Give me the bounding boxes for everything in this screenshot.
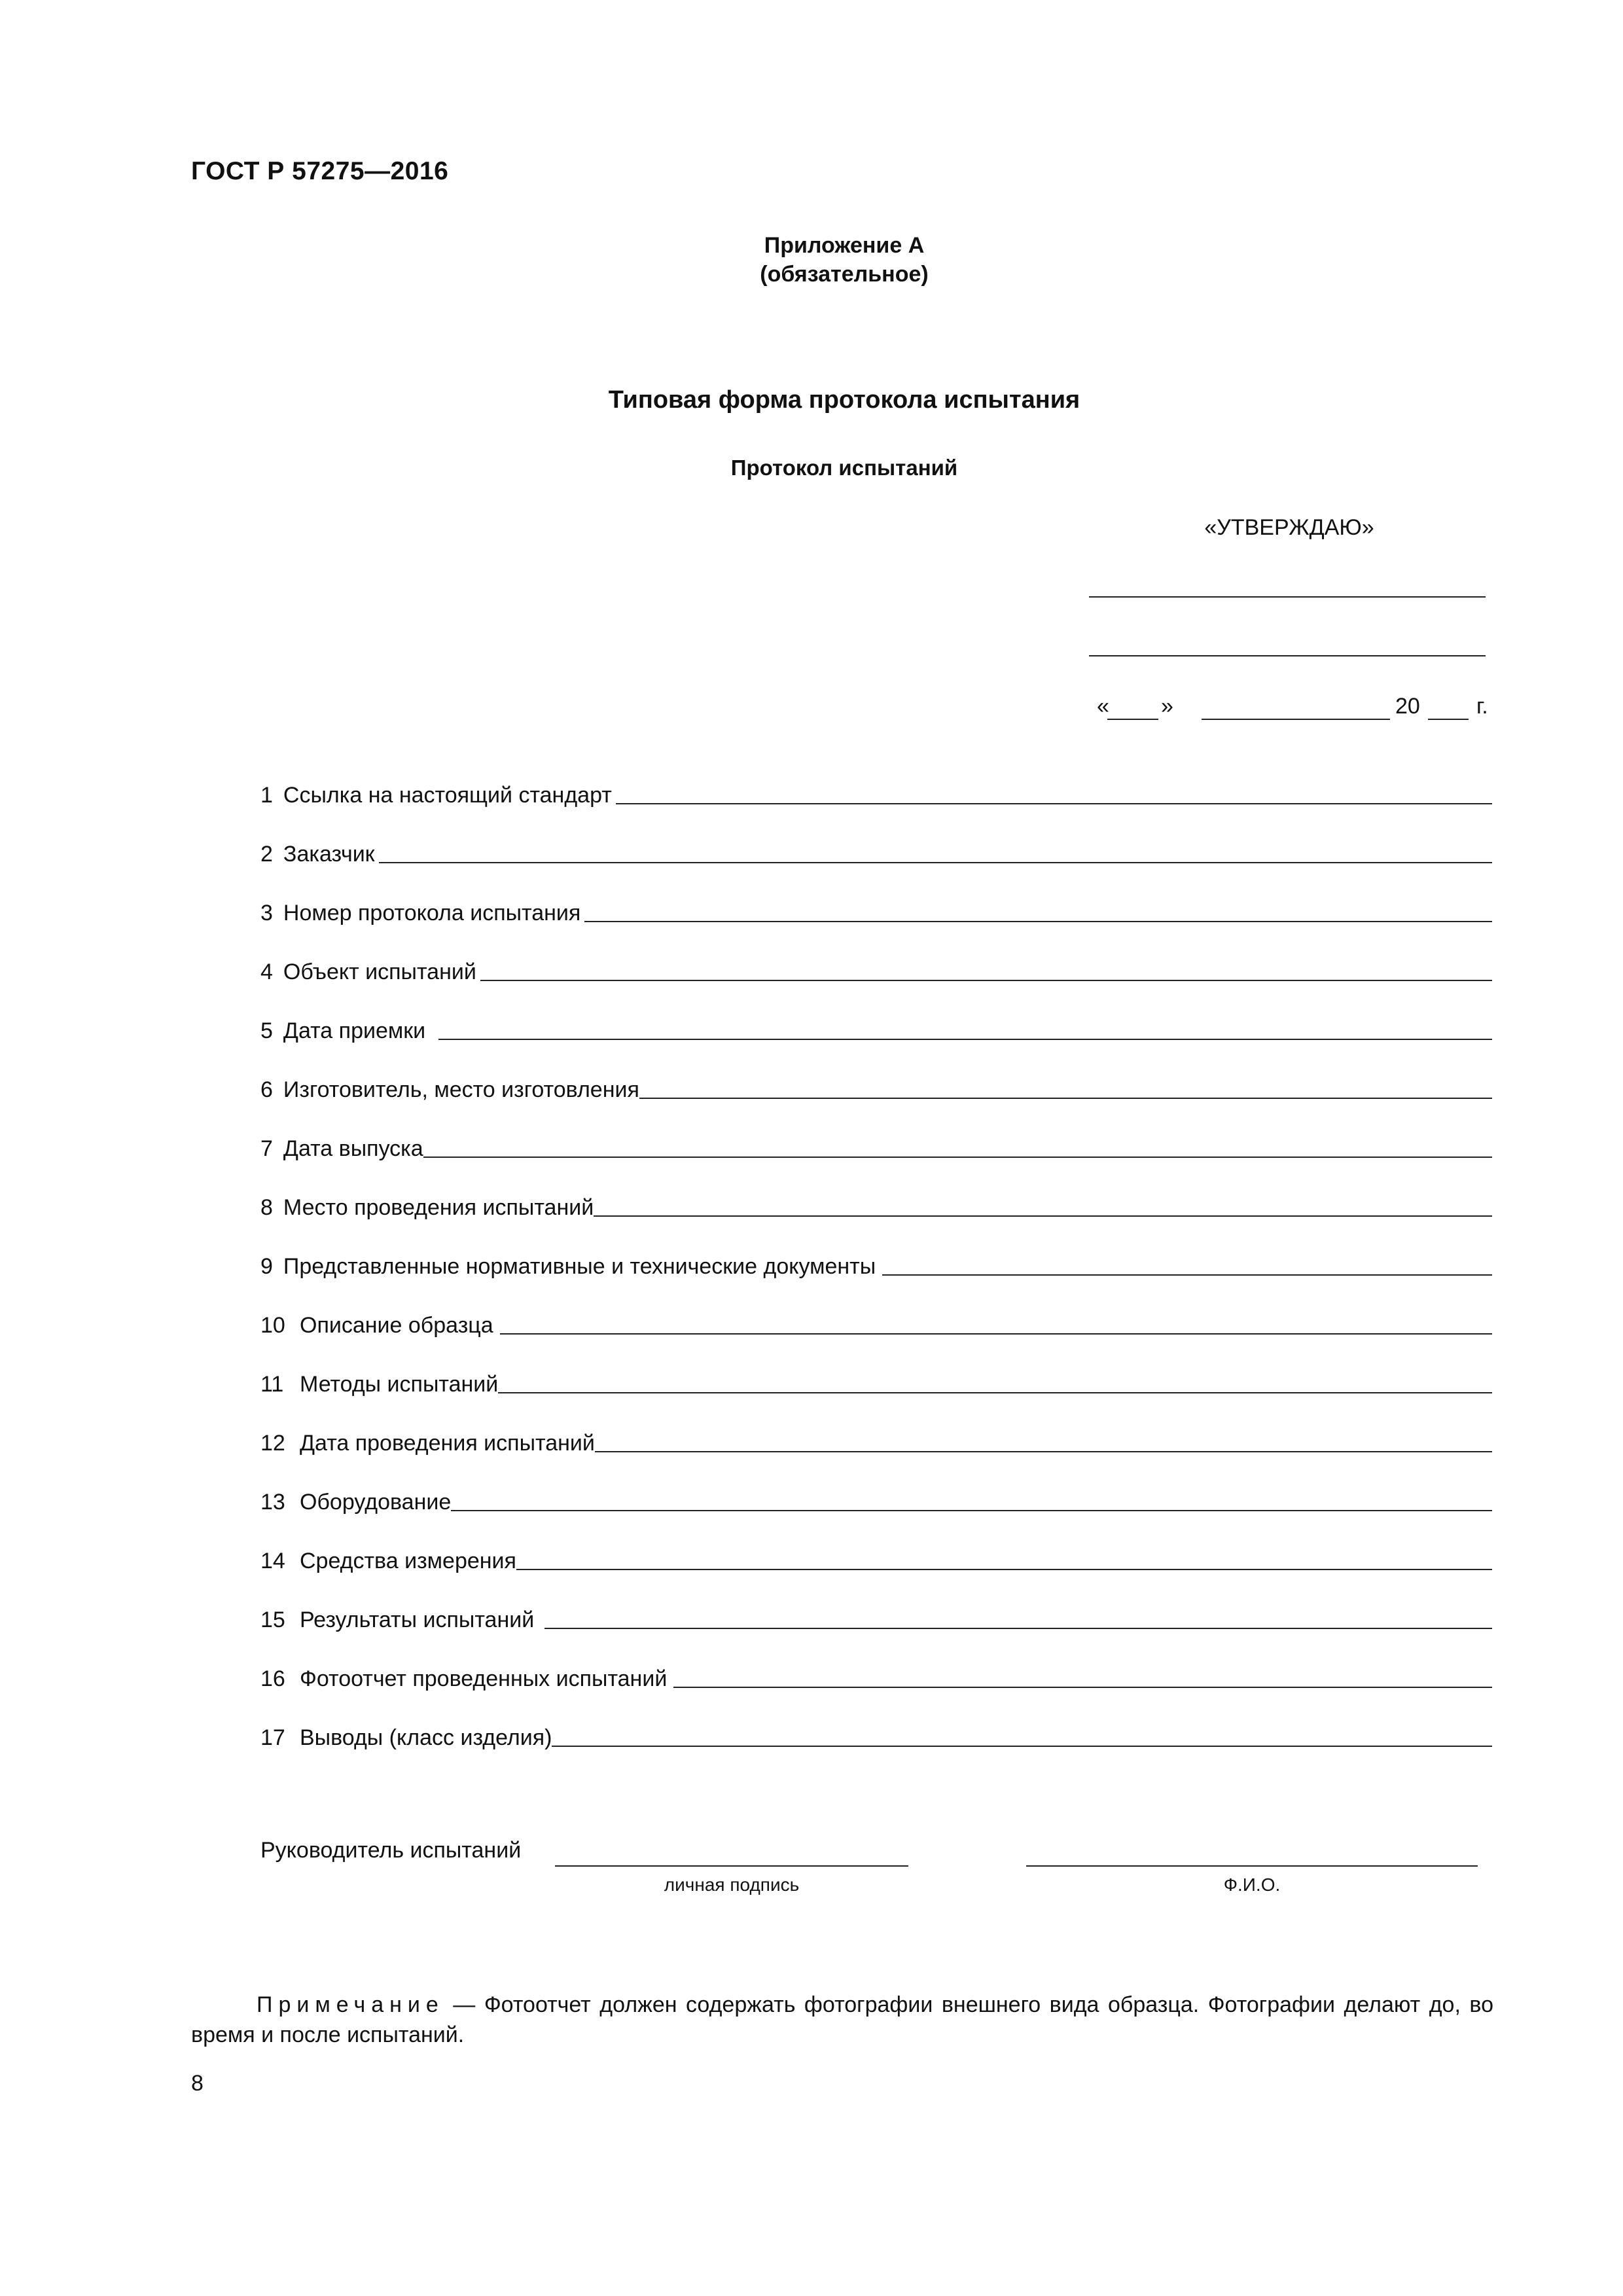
field-label: Место проведения испытаний: [283, 1195, 594, 1220]
field-fill-line[interactable]: [673, 1687, 1492, 1688]
annex-kind: (обязательное): [760, 262, 929, 287]
field-label: Объект испытаний: [283, 960, 476, 984]
field-number: 7: [260, 1136, 273, 1161]
form-field-16[interactable]: [260, 1659, 1492, 1692]
field-label: Оборудование: [300, 1490, 452, 1515]
field-fill-line[interactable]: [516, 1569, 1492, 1570]
supervisor-signature-line[interactable]: [555, 1865, 908, 1867]
field-number: 2: [260, 842, 273, 867]
field-fill-line[interactable]: [882, 1274, 1492, 1276]
form-field-4[interactable]: [260, 952, 1492, 985]
standard-code: ГОСТ Р 57275—2016: [191, 157, 449, 185]
approval-date: [1097, 694, 1503, 726]
field-label: Средства измерения: [300, 1549, 516, 1573]
form-field-14[interactable]: [260, 1541, 1492, 1574]
field-label: Результаты испытаний: [300, 1607, 535, 1632]
form-field-3[interactable]: [260, 893, 1492, 926]
field-label: Методы испытаний: [300, 1372, 499, 1397]
field-number: 14: [260, 1549, 285, 1573]
note: [191, 1990, 1493, 2050]
field-fill-line[interactable]: [594, 1215, 1492, 1217]
field-label: Номер протокола испытания: [283, 901, 581, 925]
field-label: Выводы (класс изделия): [300, 1725, 552, 1750]
field-number: 13: [260, 1490, 285, 1515]
field-fill-line[interactable]: [438, 1039, 1492, 1040]
date-month-line[interactable]: [1202, 719, 1390, 720]
note-dash: —: [444, 1992, 484, 2017]
form-field-9[interactable]: [260, 1247, 1492, 1280]
field-number: 15: [260, 1607, 285, 1632]
date-year-line[interactable]: [1428, 719, 1469, 720]
protocol-title: Протокол испытаний: [730, 456, 958, 480]
approval-label: «УТВЕРЖДАЮ»: [1204, 515, 1374, 540]
page-number: 8: [191, 2071, 204, 2096]
approval-signature-line[interactable]: [1089, 655, 1486, 656]
field-number: 3: [260, 901, 273, 925]
date-open-quote: «: [1097, 694, 1109, 719]
form-field-13[interactable]: [260, 1482, 1492, 1515]
field-label: Изготовитель, место изготовления: [283, 1077, 639, 1102]
supervisor-label: Руководитель испытаний: [260, 1838, 522, 1863]
field-number: 4: [260, 960, 273, 984]
field-label: Заказчик: [283, 842, 375, 867]
form-field-17[interactable]: [260, 1718, 1492, 1751]
form-field-8[interactable]: [260, 1188, 1492, 1221]
field-label: Фотоотчет проведенных испытаний: [300, 1666, 668, 1691]
field-label: Представленные нормативные и технические документы: [283, 1254, 876, 1279]
date-century: 20: [1395, 694, 1420, 719]
field-fill-line[interactable]: [480, 980, 1492, 981]
field-number: 1: [260, 783, 273, 808]
field-fill-line[interactable]: [451, 1510, 1492, 1511]
supervisor-name-line[interactable]: [1026, 1865, 1478, 1867]
field-fill-line[interactable]: [584, 921, 1492, 922]
form-field-11[interactable]: [260, 1365, 1492, 1397]
field-fill-line[interactable]: [544, 1628, 1492, 1629]
form-field-2[interactable]: [260, 834, 1492, 867]
field-fill-line[interactable]: [595, 1451, 1492, 1452]
field-number: 5: [260, 1018, 273, 1043]
field-fill-line[interactable]: [639, 1098, 1492, 1099]
field-number: 11: [260, 1372, 284, 1397]
field-fill-line[interactable]: [552, 1746, 1492, 1747]
field-number: 12: [260, 1431, 285, 1456]
field-fill-line[interactable]: [379, 862, 1492, 863]
field-label: Дата выпуска: [283, 1136, 423, 1161]
form-field-5[interactable]: [260, 1011, 1492, 1044]
field-number: 6: [260, 1077, 273, 1102]
field-number: 17: [260, 1725, 285, 1750]
date-close-quote: »: [1161, 694, 1173, 719]
field-label: Дата приемки: [283, 1018, 426, 1043]
field-number: 8: [260, 1195, 273, 1220]
field-number: 9: [260, 1254, 273, 1279]
field-fill-line[interactable]: [498, 1392, 1492, 1393]
field-fill-line[interactable]: [500, 1333, 1492, 1335]
note-prefix: Примечание: [257, 1992, 444, 2017]
field-number: 16: [260, 1666, 285, 1691]
form-field-1[interactable]: [260, 776, 1492, 808]
field-label: Дата проведения испытаний: [300, 1431, 595, 1456]
form-field-10[interactable]: [260, 1306, 1492, 1338]
field-fill-line[interactable]: [423, 1157, 1492, 1158]
date-year-suffix: г.: [1476, 694, 1488, 719]
form-field-7[interactable]: [260, 1129, 1492, 1162]
name-caption: Ф.И.О.: [1223, 1874, 1281, 1895]
note-text: Фотоотчет должен содержать фотографии внешнего вида образца. Фотографии делают до, во время и после испытаний.: [191, 1992, 1493, 2047]
signature-caption: личная подпись: [664, 1874, 800, 1895]
date-day-line[interactable]: [1107, 719, 1158, 720]
approval-position-line[interactable]: [1089, 596, 1486, 598]
field-label: Описание образца: [300, 1313, 493, 1338]
field-number: 10: [260, 1313, 285, 1338]
field-label: Ссылка на настоящий стандарт: [283, 783, 612, 808]
annex-title: Приложение А: [764, 233, 925, 258]
form-field-6[interactable]: [260, 1070, 1492, 1103]
form-title: Типовая форма протокола испытания: [608, 386, 1080, 414]
field-fill-line[interactable]: [616, 803, 1492, 804]
form-field-12[interactable]: [260, 1424, 1492, 1456]
form-field-15[interactable]: [260, 1600, 1492, 1633]
